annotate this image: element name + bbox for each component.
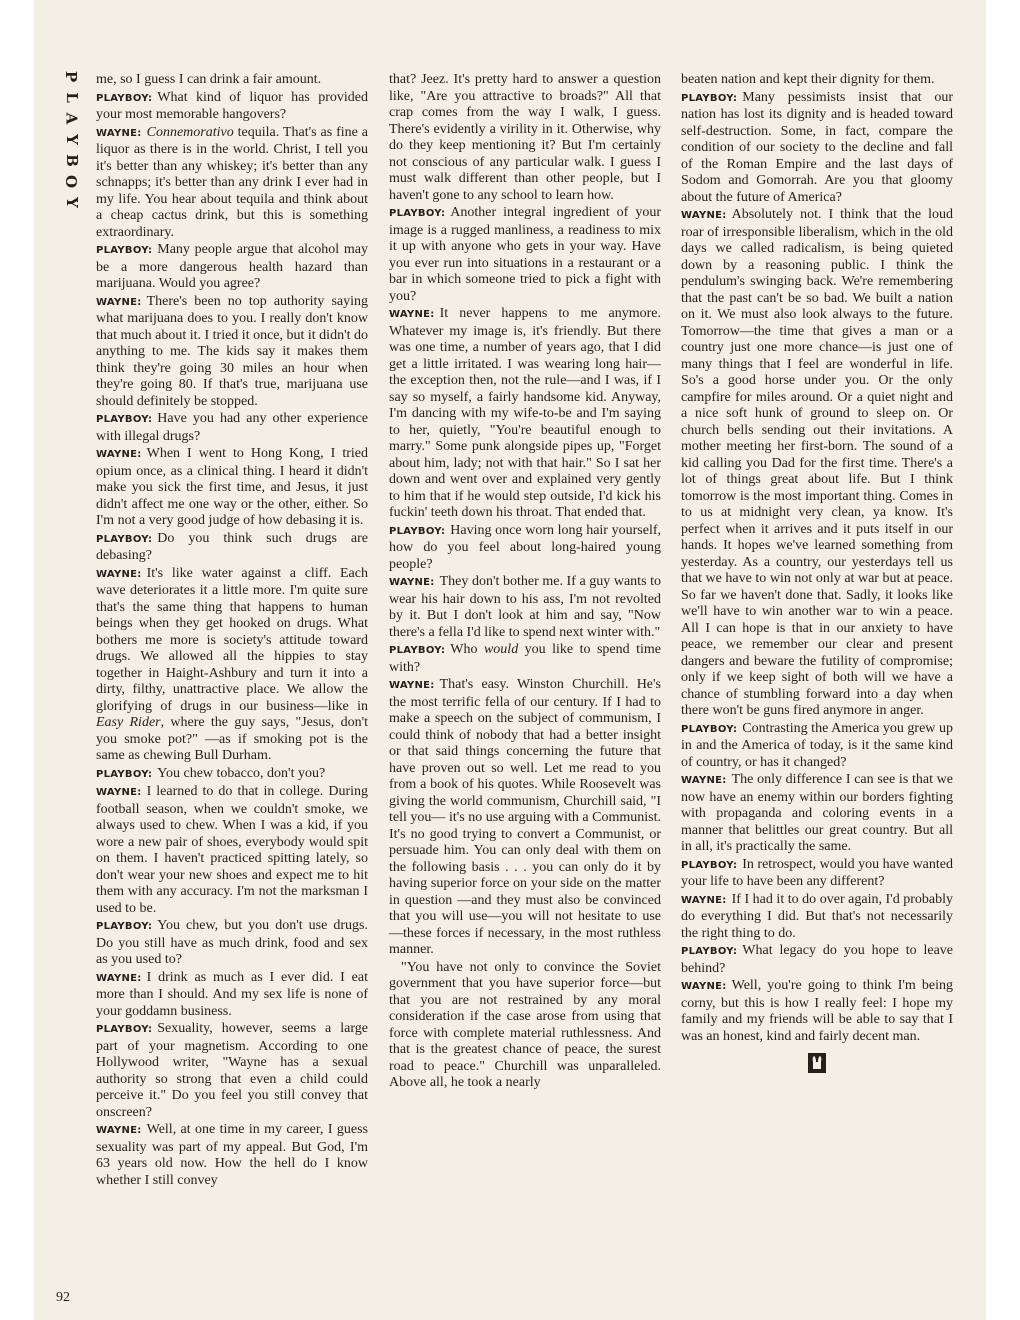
paragraph-text: I learned to do that in college. During football season, when we couldn't smoke, we always used to chew. When I was a kid, if you wore a new pair of shoes, everybody would spit on them. I haven't practiced spitting lately, so don't wear your new shoes and expect me to hit them with any accuracy. I'm not the marksman I used to be. [96,784,368,916]
interview-paragraph [96,784,368,917]
interview-paragraph [389,574,661,641]
text-column-1 [96,72,368,1190]
speaker-label: WAYNE: [389,309,435,320]
paragraph-text: Connemorativo tequila. That's as fine a liquor as there is in the world. Christ, I tell you it's better than any whiskey; it's better than any schnapps; it's better than any drink I ever had in my life. You hear about tequila and think about a cheap cactus drink, but this is something extraordinary. [96,124,368,240]
paragraph-text: What kind of liquor has provided your most memorable hangovers? [96,89,368,122]
interview-paragraph [96,294,368,411]
speaker-label: WAYNE: [96,296,142,308]
interview-paragraph [389,205,661,305]
speaker-label: PLAYBOY: [681,92,738,104]
paragraph-text: Another integral ingredient of your image is a rugged manliness, a readiness to mix it up with anyone who gets in your way. Have you ever run into situations in a restaurant or a bar in which someone tried to pick a fight with you? [389,205,661,304]
speaker-label: PLAYBOY: [681,946,738,957]
paragraph-text: If I had it to do over again, I'd probably do everything I did. But that's not necessarily the right thing to do. [681,891,953,941]
paragraph-text: Many people argue that alcohol may be a more dangerous health hazard than marijuana. Would you agree? [96,242,368,291]
speaker-label: WAYNE: [681,775,727,786]
magazine-page [34,0,986,1320]
speaker-label: PLAYBOY: [389,208,446,219]
paragraph-text: Having once worn long hair yourself, how do you feel about long-haired young people? [389,522,661,572]
interview-paragraph [96,918,368,969]
speaker-label: PLAYBOY: [96,92,153,104]
paragraph-text: I drink as much as I ever did. I eat more than I should. And my sex life is none of your goddamn business. [96,969,368,1019]
paragraph-text: What legacy do you hope to leave behind? [681,943,953,976]
paragraph-text: Do you think such drugs are debasing? [96,530,368,563]
speaker-label: PLAYBOY: [96,921,153,932]
interview-paragraph [389,306,661,522]
speaker-label: WAYNE: [96,449,142,460]
interview-paragraph [681,978,953,1045]
paragraph-text: They don't bother me. If a guy wants to wear his hair down to his ass, I'm not revolted by it. But I don't look at him and say, "Now there's a fella I'd like to spend next winter with." [389,574,661,640]
paragraph-text: It's like water against a cliff. Each wave deteriorates it a little more. I'm quite sure that's the same thing that happens to human beings when they get hooked on drugs. What bothers me more is society's attitude toward drugs. We allowed all the hippies to stay together in Haight-Ashbury and turn it into a dirty, filthy, unattractive place. We allow the glorifying of drugs in our business—like in Easy Rider, where the guy says, "Jesus, don't you smoke pot?" —as if smoking pot is the same as chewing Bull Durham. [96,565,368,763]
speaker-label: WAYNE: [681,894,727,906]
interview-paragraph [96,531,368,565]
paragraph-text: It never happens to me anymore. Whatever my image is, it's friendly. But there was one time, a number of years ago, that I did get a little irritated. I was wearing long hair—the exception then, not the rule—and I was, if I say so myself, a fairly handsome kid. Anyway, I'm dancing with my wife-to-be and I'm saying to her, quietly, "You're beautiful enough to marry." Some punk alongside pipes up, "Forget about him, lady; not with that hair." So I sat her down and went over and explained very gently to him that if he would step outside, I'd kick his fuckin' teeth down his throat. That ended that. [389,306,661,520]
speaker-label: WAYNE: [96,1125,142,1136]
speaker-label: WAYNE: [96,568,142,580]
paragraph-text: In retrospect, would you have wanted your life to have been any different? [681,856,953,889]
speaker-label: WAYNE: [389,680,435,691]
paragraph-text: Many pessimists insist that our nation has lost its dignity and is headed toward self-destruction. Some, in fact, compare the condition of our society to the decline and fall of the Roman Empire and the last days of Sodom and Gomorrah. Are you that gloomy about the future of America? [681,89,953,205]
rabbit-head-end-mark-icon [808,1053,826,1073]
interview-paragraph [389,677,661,959]
paragraph-text: Well, you're going to think I'm being corny, but this is how I really feel: I hope my family and my friends will be able to say that I was an honest, kind and fairly decent man. [681,978,953,1044]
paragraph-text: Contrasting the America you grew up in and the America of today, is it the same kind of country, or has it changed? [681,720,953,770]
speaker-label: WAYNE: [681,210,727,221]
masthead-letter: P [62,70,81,83]
interview-paragraph [389,960,661,1092]
interview-paragraph [96,242,368,293]
masthead-letter: L [62,92,81,103]
interview-paragraph [96,1021,368,1121]
interview-paragraph [96,90,368,124]
masthead-letter: Y [62,134,81,145]
masthead-letter: O [62,174,81,189]
interview-paragraph [96,766,368,784]
page-number: 92 [56,1290,70,1305]
speaker-label: PLAYBOY: [96,533,153,545]
interview-paragraph [681,772,953,856]
speaker-label: WAYNE: [96,127,142,139]
interview-paragraph [681,207,953,720]
masthead-letter: Y [62,197,81,208]
text-column-2 [389,72,661,1093]
speaker-label: WAYNE: [389,577,435,588]
text-column-3 [681,72,953,1073]
interview-paragraph [96,566,368,765]
speaker-label: WAYNE: [681,981,727,992]
paragraph-text: Well, at one time in my career, I guess sexuality was part of my appeal. But God, I'm 63 years old now. How the hell do I know whether I still convey [96,1122,368,1188]
interview-paragraph [681,943,953,977]
interview-paragraph [681,892,953,943]
interview-paragraph [681,72,953,89]
paragraph-text: You chew, but you don't use drugs. Do you still have as much drink, food and sex as you used to? [96,918,368,967]
speaker-label: WAYNE: [96,787,142,798]
paragraph-text: That's easy. Winston Churchill. He's the most terrific fella of our century. If I had to make a speech on the subject of communism, I could think of nobody that had a better insight or that said things concerning the future that have proven out so well. Let me read to you from a book of his quotes. While Roosevelt was giving the world communism, Churchill said, "I tell you— it's no use arguing with a Communist. It's no good trying to convert a Communist, or persuade him. You can only deal with them on the following basis . . . you can only do it by having superior force on your side on the matter in question —and they must also be convinced that you will use—you will not hesitate to use —these forces if necessary, in the most ruthless manner. [389,677,661,957]
end-mark [681,1053,953,1073]
paragraph-text: Absolutely not. I think that the loud roar of irresponsible liberalism, which in the old days we called radicalism, is being quieted down by a reasoning public. I think the pendulum's swinging back. We're remembering that the past can't be so bad. We built a nation on it. We must also look always to the future. Tomorrow—the time that gives a man or a country just one more chance—is just one of many things that I feel are wonderful in life. So's a good horse under you. Or the only campfire for miles around. Or a quiet night and a nice soft hunk of ground to sleep on. Or church bells sending out their invitations. A mother meeting her first-born. The sound of a kid calling you Dad for the first time. There's a lot of things great about life. But I think tomorrow is the most important thing. Comes in to us at midnight very clean, ya know. It's perfect when it arrives and it puts itself in our hands. It hopes we've learned something from yesterday. As a country, our yesterdays tell us that we have to win not only at war but at peace. So far we haven't done that. Sadly, it looks like we'll have to win another war to win a peace. All I can hope is that in our anxiety to have peace, we remember our clear and present dangers and beware the futility of compromise; only if we keep sight of both will we have a chance of stumbling forward into a day when there won't be guns fired anymore in anger. [681,207,953,718]
speaker-label: PLAYBOY: [96,768,153,780]
masthead-vertical [60,66,82,213]
interview-paragraph [96,446,368,530]
interview-paragraph [389,523,661,574]
paragraph-text: beaten nation and kept their dignity for them. [681,72,935,87]
paragraph-text: that? Jeez. It's pretty hard to answer a question like, "Are you attractive to broads?" All that crap comes from the way I walk, I guess. There's evidently a virility in it. Otherwise, why do they keep mentioning it? But I'm certainly not conscious of any particular walk. I guess I must walk different than other people, but I haven't gone to any school to learn how. [389,72,661,203]
paragraph-text: Have you had any other experience with illegal drugs? [96,411,368,444]
interview-paragraph [389,72,661,204]
interview-paragraph [96,72,368,89]
speaker-label: PLAYBOY: [389,645,446,656]
interview-paragraph [389,642,661,676]
interview-paragraph [96,1122,368,1189]
interview-paragraph [96,125,368,242]
interview-paragraph [681,721,953,772]
interview-paragraph [96,411,368,445]
speaker-label: PLAYBOY: [389,525,446,537]
speaker-label: PLAYBOY: [96,245,153,256]
interview-paragraph [681,90,953,207]
speaker-label: PLAYBOY: [96,1024,153,1035]
paragraph-text: When I went to Hong Kong, I tried opium once, as a clinical thing. I heard it didn't make you sick the first time, and Jesus, it just didn't affect me one way or the other, either. So I'm not a very good judge of how debasing it is. [96,446,368,528]
paragraph-text: Sexuality, however, seems a large part of your magnetism. According to one Hollywood writer, "Wayne has a sexual authority so strong that even a child could perceive it." Do you feel you still convey that onscreen? [96,1021,368,1120]
masthead-letter: B [62,154,81,167]
paragraph-text: "You have not only to convince the Soviet government that you have superior force—but that you are not restrained by any moral consideration if the case arose from using that force with complete material ruthlessness. And that is the greatest chance of peace, the surest road to peace." Churchill was unparalleled. Above all, he took a nearly [389,959,661,1090]
masthead-letter: A [62,112,81,125]
paragraph-text: There's been no top authority saying what marijuana does to you. I really don't know that much about it. I tried it once, but it didn't do anything to me. The kids say it makes them think they're going 30 miles an hour when they're going 80. If that's true, marijuana use should definitely be stopped. [96,293,368,409]
interview-paragraph [681,857,953,891]
speaker-label: WAYNE: [96,972,142,984]
paragraph-text: You chew tobacco, don't you? [157,765,326,781]
speaker-label: PLAYBOY: [96,414,153,425]
paragraph-text: The only difference I can see is that we now have an enemy within our borders fighting with propaganda and coloring events in a manner that belittles our great country. But all in all, it's practically the same. [681,772,953,854]
paragraph-text: Who would you like to spend time with? [389,642,662,675]
paragraph-text: me, so I guess I can drink a fair amount. [96,72,322,87]
interview-paragraph [96,970,368,1021]
speaker-label: PLAYBOY: [681,723,738,735]
speaker-label: PLAYBOY: [681,859,738,871]
